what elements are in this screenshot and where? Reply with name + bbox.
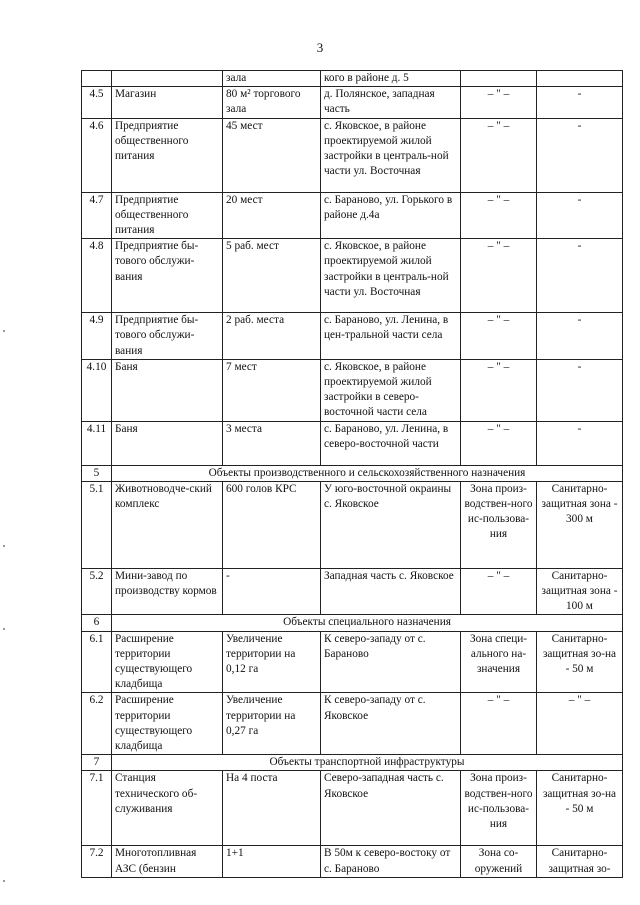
zone-size: - bbox=[537, 239, 623, 313]
capacity: Увеличение территории на 0,12 га bbox=[223, 631, 321, 693]
scan-mark bbox=[3, 880, 5, 882]
zone-size: Санитарно-защитная зо-на - 50 м bbox=[537, 771, 623, 846]
zone-size: Санитарно-защитная зона - 300 м bbox=[537, 481, 623, 568]
table-row bbox=[82, 313, 623, 360]
capacity: 80 м² торгового зала bbox=[223, 87, 321, 118]
capacity: 3 места bbox=[223, 421, 321, 465]
zone-size: - bbox=[537, 421, 623, 465]
row-number: 4.10 bbox=[82, 359, 112, 421]
zone-size: - bbox=[537, 313, 623, 360]
capacity: - bbox=[223, 568, 321, 615]
row-number: 4.9 bbox=[82, 313, 112, 360]
section-title: Объекты транспортной инфраструктуры bbox=[112, 755, 623, 771]
zone-size: Санитарно-защитная зо- bbox=[537, 846, 623, 877]
object-name: Магазин bbox=[112, 87, 223, 118]
section-row bbox=[82, 755, 623, 771]
location: с. Яковское, в районе проектируемой жилой застройки в централь-ной части ул. Восточная bbox=[321, 239, 461, 313]
zone-type: – " – bbox=[461, 192, 537, 239]
zone-type: Зона со-оружений bbox=[461, 846, 537, 877]
zone-type: – " – bbox=[461, 421, 537, 465]
location: В 50м к северо-востоку от с. Бараново bbox=[321, 846, 461, 877]
object-name: Предприятие бы-тового обслужи-вания bbox=[112, 313, 223, 360]
capacity: 600 голов КРС bbox=[223, 481, 321, 568]
zone-size: - bbox=[537, 118, 623, 192]
object-name bbox=[112, 71, 223, 87]
section-row bbox=[82, 615, 623, 631]
table-row bbox=[82, 421, 623, 465]
table-row bbox=[82, 568, 623, 615]
table-row bbox=[82, 631, 623, 693]
location: с. Бараново, ул. Горького в районе д.4а bbox=[321, 192, 461, 239]
object-name: Предприятие бы-тового обслужи-вания bbox=[112, 239, 223, 313]
table-row bbox=[82, 771, 623, 846]
table-row bbox=[82, 693, 623, 755]
object-name: Предприятие общественного питания bbox=[112, 192, 223, 239]
zone-type: – " – bbox=[461, 313, 537, 360]
row-number: 7.1 bbox=[82, 771, 112, 846]
object-name: Предприятие общественного питания bbox=[112, 118, 223, 192]
object-name: Животноводче-ский комплекс bbox=[112, 481, 223, 568]
zone-type: Зона произ-водствен-ного ис-пользова-ния bbox=[461, 771, 537, 846]
table-row bbox=[82, 118, 623, 192]
row-number: 4.7 bbox=[82, 192, 112, 239]
scan-mark bbox=[3, 628, 5, 630]
zone-type: Зона специ-ального на-значения bbox=[461, 631, 537, 693]
zone-type: – " – bbox=[461, 359, 537, 421]
section-title: Объекты производственного и сельскохозяйственного назначения bbox=[112, 465, 623, 481]
object-name: Расширение территории существующего кладбища bbox=[112, 631, 223, 693]
capacity: 2 раб. места bbox=[223, 313, 321, 360]
table-row bbox=[82, 239, 623, 313]
scan-mark bbox=[3, 545, 5, 547]
section-title: Объекты специального назначения bbox=[112, 615, 623, 631]
location: д. Полянское, западная часть bbox=[321, 87, 461, 118]
row-number: 7.2 bbox=[82, 846, 112, 877]
location: К северо-западу от с. Бараново bbox=[321, 631, 461, 693]
table-row bbox=[82, 87, 623, 118]
table-row bbox=[82, 846, 623, 877]
location: К северо-западу от с. Яковское bbox=[321, 693, 461, 755]
table-row bbox=[82, 359, 623, 421]
scan-mark bbox=[3, 330, 5, 332]
zone-size: – " – bbox=[537, 693, 623, 755]
zone-size: - bbox=[537, 192, 623, 239]
page-number: 3 bbox=[316, 40, 324, 55]
location: с. Бараново, ул. Ленина, в цен-тральной части села bbox=[321, 313, 461, 360]
object-name: Баня bbox=[112, 359, 223, 421]
object-name: Баня bbox=[112, 421, 223, 465]
zone-size: Санитарно-защитная зо-на - 50 м bbox=[537, 631, 623, 693]
location: с. Яковское, в районе проектируемой жилой застройки в централь-ной части ул. Восточная bbox=[321, 118, 461, 192]
object-name: Станция технического об-служивания bbox=[112, 771, 223, 846]
row-number: 4.6 bbox=[82, 118, 112, 192]
row-number: 4.11 bbox=[82, 421, 112, 465]
location: Западная часть с. Яковское bbox=[321, 568, 461, 615]
capacity: Увеличение территории на 0,27 га bbox=[223, 693, 321, 755]
location: Северо-западная часть с. Яковское bbox=[321, 771, 461, 846]
zone-size: Санитарно-защитная зона - 100 м bbox=[537, 568, 623, 615]
row-number: 4.8 bbox=[82, 239, 112, 313]
zone-type: – " – bbox=[461, 239, 537, 313]
zone-size: - bbox=[537, 87, 623, 118]
zone-type: Зона произ-водствен-ного ис-пользова-ния bbox=[461, 481, 537, 568]
row-number: 6.2 bbox=[82, 693, 112, 755]
location: с. Яковское, в районе проектируемой жилой застройки в северо-восточной части села bbox=[321, 359, 461, 421]
table-row bbox=[82, 192, 623, 239]
table-row bbox=[82, 71, 623, 87]
zone-type bbox=[461, 71, 537, 87]
section-number: 6 bbox=[82, 615, 112, 631]
zone-size: - bbox=[537, 359, 623, 421]
capacity: 20 мест bbox=[223, 192, 321, 239]
section-row bbox=[82, 465, 623, 481]
capacity: 1+1 bbox=[223, 846, 321, 877]
section-number: 5 bbox=[82, 465, 112, 481]
row-number bbox=[82, 71, 112, 87]
object-name: Расширение территории существующего кладбища bbox=[112, 693, 223, 755]
row-number: 5.1 bbox=[82, 481, 112, 568]
section-number: 7 bbox=[82, 755, 112, 771]
location: кого в районе д. 5 bbox=[321, 71, 461, 87]
object-name: Мини-завод по производству кормов bbox=[112, 568, 223, 615]
zone-type: – " – bbox=[461, 118, 537, 192]
table-row bbox=[82, 481, 623, 568]
row-number: 4.5 bbox=[82, 87, 112, 118]
capacity: 5 раб. мест bbox=[223, 239, 321, 313]
capacity: 7 мест bbox=[223, 359, 321, 421]
capacity: На 4 поста bbox=[223, 771, 321, 846]
object-name: Многотопливная АЗС (бензин bbox=[112, 846, 223, 877]
location: У юго-восточной окраины с. Яковское bbox=[321, 481, 461, 568]
zone-type: – " – bbox=[461, 693, 537, 755]
zone-type: – " – bbox=[461, 568, 537, 615]
zone-type: – " – bbox=[461, 87, 537, 118]
row-number: 5.2 bbox=[82, 568, 112, 615]
zone-size bbox=[537, 71, 623, 87]
capacity: 45 мест bbox=[223, 118, 321, 192]
row-number: 6.1 bbox=[82, 631, 112, 693]
objects-table bbox=[81, 70, 623, 878]
location: с. Бараново, ул. Ленина, в северо-восточной части bbox=[321, 421, 461, 465]
capacity: зала bbox=[223, 71, 321, 87]
